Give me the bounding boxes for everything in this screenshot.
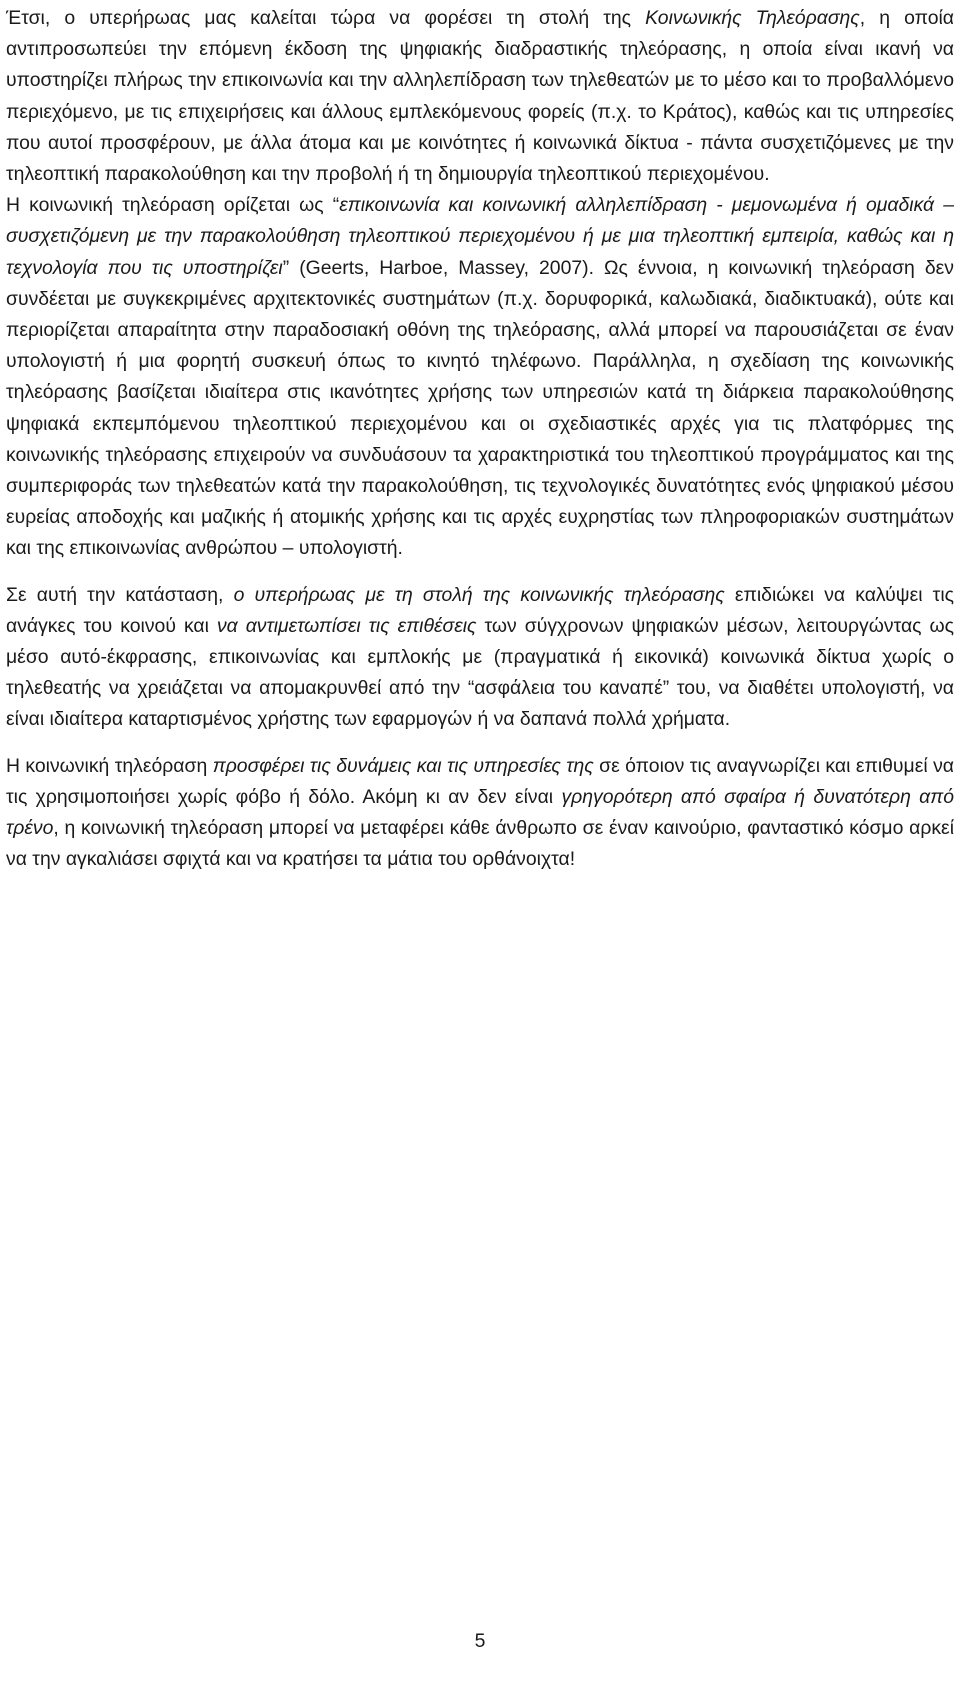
paragraph-intro	[6, 0, 954, 190]
paragraph-definition	[6, 190, 954, 564]
italic-phrase: γρηγορότερη από σφαίρα ή δυνατότερη από τρένο	[6, 785, 955, 840]
text-segment: Η κοινωνική τηλεόραση	[6, 754, 213, 777]
italic-term: Κοινωνικής Τηλεόρασης	[645, 7, 860, 29]
italic-phrase: προσφέρει τις δυνάμεις και τις υπηρεσίες της	[212, 754, 594, 777]
text-segment: ” (Geerts, Harboe, Massey, 2007). Ως έννοια, η κοινωνική τηλεόραση δεν συνδέεται με συγκεκριμένες αρχιτεκτονικές συστημάτων (π.χ. δορυφορικά, καλωδιακά, διαδικτυακά), ούτε και περιορίζεται απαραίτητα στην παραδοσιακή οθόνη της τηλεόρασης, αλλά μπορεί να παρουσιάζεται σε έναν υπολογιστή ή μια φορητή συσκευή όπως το κινητό τηλέφωνο. Παράλληλα, η σχεδίαση της κοινωνικής τηλεόρασης βασίζεται ιδιαίτερα στις ικανότητες χρήσης των υπηρεσιών κατά τη διάρκεια παρακολούθησης ψηφιακά εκπεμπόμενου τηλεοπτικού περιεχομένου και οι σχεδιαστικές αρχές για τις πλατφόρμες της κοινωνικής τηλεόρασης επιχειρούν να συνδυάσουν τα χαρακτηριστικά του τηλεοπτικού προγράμματος και της συμπεριφοράς των τηλεθεατών κατά την παρακολούθηση, τις τεχνολογικές δυνατότητες ενός ψηφιακού μέσου ευρείας αποδοχής και μαζικής ή ατομικής χρήσης και τις αρχές ευχρηστίας των πληροφοριακών συστημάτων και της επικοινωνίας ανθρώπου – υπολογιστή.	[6, 256, 954, 560]
paragraph-conclusion	[6, 751, 954, 876]
paragraph-superhero	[6, 580, 954, 736]
text-segment: επιδιώκει να καλύψει τις ανάγκες του κοινού και	[6, 583, 954, 637]
text-segment: Έτσι, ο υπερήρωας μας καλείται τώρα να φορέσει τη στολή της	[6, 7, 646, 29]
italic-phrase: να αντιμετωπίσει τις επιθέσεις	[216, 614, 477, 637]
text-segment: Η κοινωνική τηλεόραση ορίζεται ως “	[6, 194, 340, 217]
text-segment: των σύγχρονων ψηφιακών μέσων, λειτουργώντας ως μέσο αυτό-έκφρασης, επικοινωνίας και εμπλοκής με (πραγματικά ή εικονικά) κοινωνικά δίκτυα χωρίς ο τηλεθεατής να χρειάζεται να απομακρυνθεί από την “ασφάλεια του καναπέ” του, να διαθέτει υπολογιστή, να είναι ιδιαίτερα καταρτισμένος χρήστης των εφαρμογών ή να δαπανά πολλά χρήματα.	[6, 614, 955, 731]
italic-quote: επικοινωνία και κοινωνική αλληλεπίδραση - μεμονωμένα ή ομαδικά – συσχετιζόμενη με την παρακολούθηση τηλεοπτικού περιεχομένου ή με μια τηλεοπτική εμπειρία, καθώς και η τεχνολογία που τις υποστηρίζει	[6, 194, 954, 279]
text-segment: Σε αυτή την κατάσταση,	[6, 583, 234, 606]
text-segment: , η οποία αντιπροσωπεύει την επόμενη έκδοση της ψηφιακής διαδραστικής τηλεόρασης, η οποία είναι ικανή να υποστηρίζει πλήρως την επικοινωνία και την αλληλεπίδραση των τηλεθεατών με το μέσο και το προβαλλόμενο περιεχόμενο, με τις επιχειρήσεις και άλλους εμπλεκόμενους φορείς (π.χ. το Κράτος), καθώς και τις υπηρεσίες που αυτοί προσφέρουν, με άλλα άτομα και με κοινότητες ή κοινωνικά δίκτυα - πάντα συσχετιζόμενες με την τηλεοπτική παρακολούθηση και την προβολή ή τη δημιουργία τηλεοπτικού περιεχομένου.	[6, 7, 954, 186]
italic-phrase: ο υπερήρωας με τη στολή της κοινωνικής τηλεόρασης	[233, 583, 725, 606]
document-page	[6, 0, 954, 875]
text-segment: σε όποιον τις αναγνωρίζει και επιθυμεί να τις χρησιμοποιήσει χωρίς φόβο ή δόλο. Ακόμη κι αν δεν είναι	[6, 754, 954, 808]
page-number: 5	[474, 1630, 486, 1652]
text-segment: , η κοινωνική τηλεόραση μπορεί να μεταφέρει κάθε άνθρωπο σε έναν καινούριο, φανταστικό κόσμο αρκεί να την αγκαλιάσει σφιχτά και να κρατήσει τα μάτια του ορθάνοιχτα!	[6, 817, 954, 871]
